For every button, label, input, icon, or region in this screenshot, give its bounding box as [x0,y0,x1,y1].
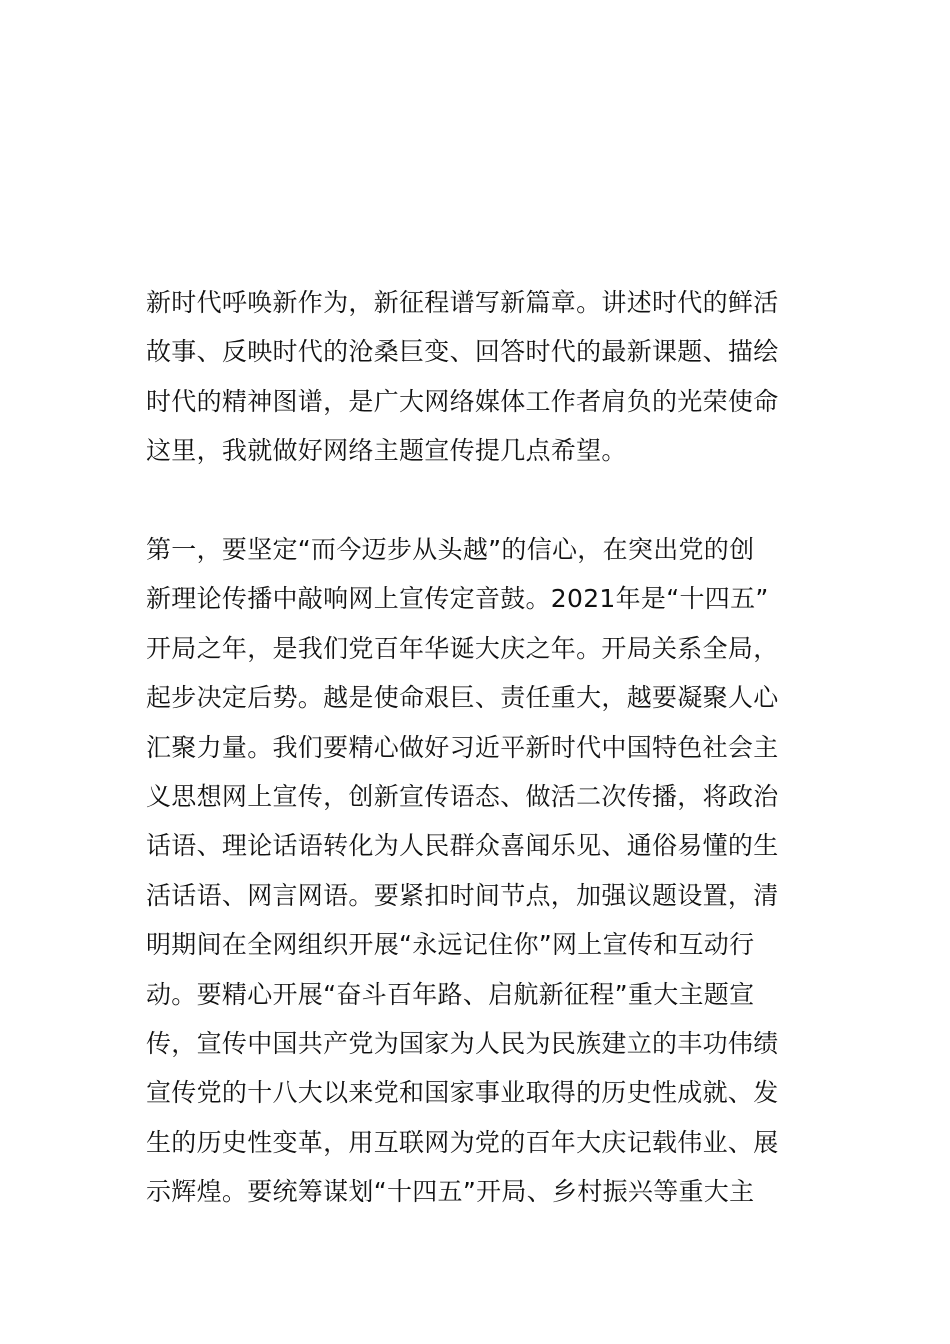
text-line: 汇聚力量。我们要精心做好习近平新时代中国特色社会主 [146,732,779,762]
text-line: 活话语、网言网语。要紧扣时间节点，加强议题设置，清 [146,880,779,910]
text-line: 动。要精心开展“奋斗百年路、启航新征程”重大主题宣 [146,979,755,1009]
text-line: 话语、理论话语转化为人民群众喜闻乐见、通俗易懂的生 [146,831,779,861]
text-line: 起步决定后势。越是使命艰巨、责任重大，越要凝聚人心 [146,683,779,713]
text-line: 义思想网上宣传，创新宣传语态、做活二次传播，将政治 [146,781,779,811]
paragraph-first-point [146,525,826,1216]
text-line: 开局之年，是我们党百年华诞大庆之年。开局关系全局， [146,633,779,663]
text-line: 这里，我就做好网络主题宣传提几点希望。 [146,436,627,466]
text-line: 新理论传播中敲响网上宣传定音鼓。2021年是“十四五” [146,584,769,614]
text-line: 时代的精神图谱，是广大网络媒体工作者肩负的光荣使命 [146,386,779,416]
text-line: 示辉煌。要统筹谋划“十四五”开局、乡村振兴等重大主 [146,1177,755,1207]
text-line: 第一，要坚定“而今迈步从头越”的信心，在突出党的创 [146,535,755,564]
text-line: 宣传党的十八大以来党和国家事业取得的历史性成就、发 [146,1078,779,1108]
paragraph-intro [146,278,826,476]
text-line: 生的历史性变革，用互联网为党的百年大庆记载伟业、展 [146,1127,779,1157]
text-line: 新时代呼唤新作为，新征程谱写新篇章。讲述时代的鲜活 [146,288,779,317]
text-line: 故事、反映时代的沧桑巨变、回答时代的最新课题、描绘 [146,337,779,367]
text-line: 传，宣传中国共产党为国家为人民为民族建立的丰功伟绩 [146,1028,779,1058]
text-line: 明期间在全网组织开展“永远记住你”网上宣传和互动行 [146,930,755,960]
